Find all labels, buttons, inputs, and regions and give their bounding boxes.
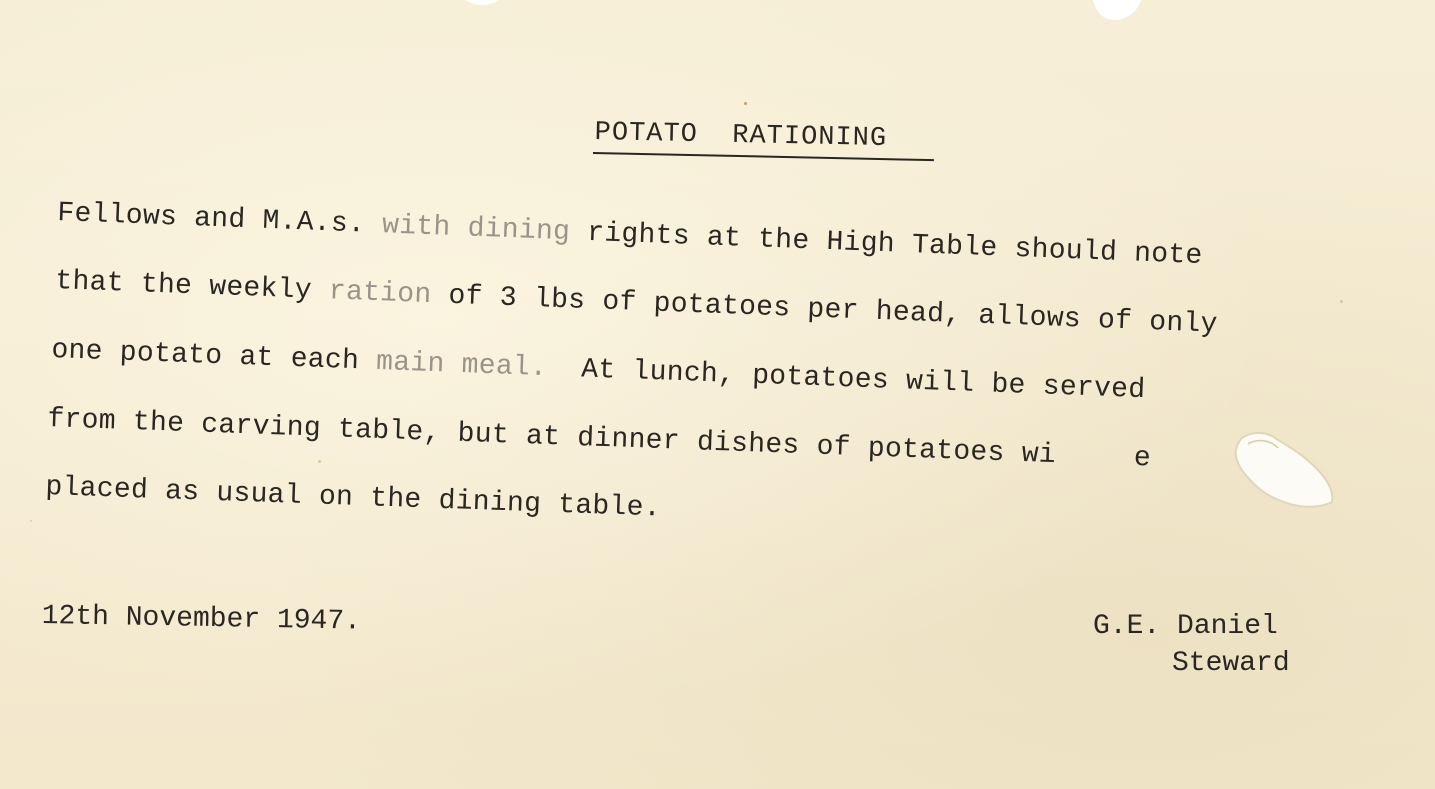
signature-title: Steward bbox=[1172, 648, 1290, 679]
body-line-4-pre: from the carving table, but at dinner dishes of potatoes wi bbox=[46, 404, 1057, 472]
body-line-4 bbox=[47, 404, 1152, 474]
edge-chip-small-icon bbox=[466, 0, 498, 8]
paper-speck bbox=[744, 102, 747, 105]
body-line-2-pre: that the weekly bbox=[54, 266, 330, 308]
body-line-2-faded: ration bbox=[328, 276, 433, 312]
body-line-2 bbox=[55, 266, 1218, 341]
body-line-4-tail: e bbox=[1133, 442, 1152, 475]
body-line-3-pre: one potato at each bbox=[50, 335, 377, 378]
body-line-1-faded: with dining bbox=[381, 210, 571, 249]
paper-speck bbox=[1340, 300, 1343, 303]
document-date: 12th November 1947. bbox=[41, 601, 362, 638]
body-line-3-faded: main meal. bbox=[375, 346, 548, 385]
paper-speck bbox=[30, 520, 32, 522]
signature-name: G.E. Daniel bbox=[1093, 611, 1278, 642]
body-line-5-pre: placed as usual on the dining table. bbox=[44, 472, 662, 525]
body-line-3-post: At lunch, potatoes will be served bbox=[546, 353, 1146, 407]
body-line-1-post: rights at the High Table should note bbox=[569, 217, 1204, 272]
paper-speck bbox=[318, 460, 321, 463]
torn-gap bbox=[1056, 462, 1134, 465]
torn-hole-icon bbox=[1228, 428, 1336, 512]
body-line-1-pre: Fellows and M.A.s. bbox=[56, 198, 383, 242]
edge-chip-icon bbox=[1093, 0, 1141, 22]
body-line-3 bbox=[51, 335, 1146, 406]
body-line-5 bbox=[45, 472, 661, 524]
document-title: POTATO RATIONING bbox=[594, 118, 888, 155]
body-line-2-post: of 3 lbs of potatoes per head, allows of only bbox=[430, 280, 1219, 341]
body-line-1 bbox=[57, 198, 1203, 272]
